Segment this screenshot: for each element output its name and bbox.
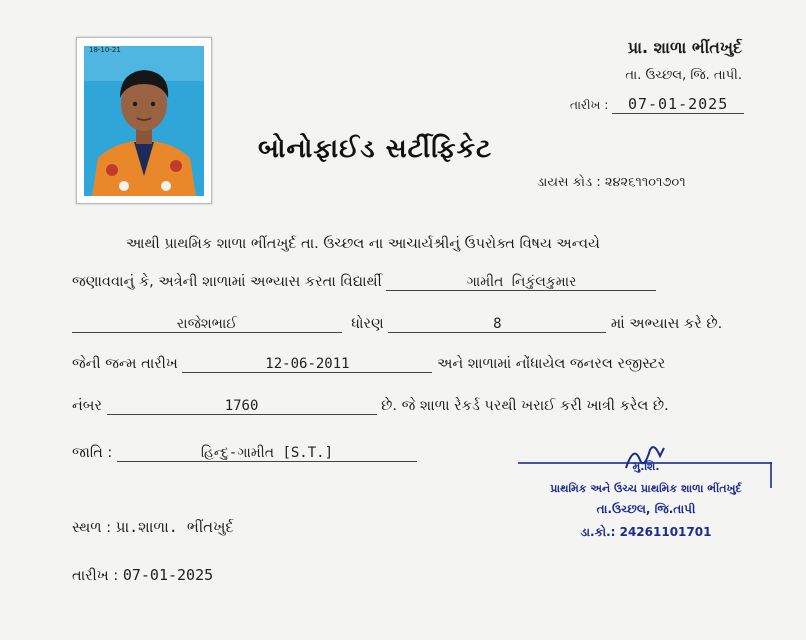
body-line-3 [72,316,722,333]
body-line-4 [72,356,665,373]
register-number: 1760 [107,398,377,415]
line2-prefix: જણાવવાનું કે, અત્રેની શાળામાં અભ્યાસ કરતા વિદ્યાર્થી [72,274,382,290]
place-label: સ્થળ : [72,520,112,536]
stamp-address: તા.ઉચ્છલ, જિ.તાપી [596,502,696,516]
caste-value: હિન્દુ-ગામીત [S.T.] [117,445,417,462]
stamp-school: પ્રાથમિક અને ઉચ્ચ પ્રાથમિક શાળા ભીંતખુર્દ [550,482,742,495]
photo-date-label: 18-10-21 [89,46,121,54]
header-date [570,95,744,114]
number-label: નંબર [72,398,102,414]
signature-mark [620,440,670,472]
header-date-value: 07-01-2025 [612,95,744,114]
place-row [72,518,234,536]
header-date-label: તારીખ : [570,98,609,112]
dob-prefix: જેની જન્મ તારીખ [72,356,178,372]
stamp-code: ડા.કો.: 24261101701 [580,525,712,539]
footer-date-row [72,566,213,584]
place-value: પ્રા.શાળા. ભીંતખુર્દ [115,518,234,536]
caste-label: જાતિ : [72,445,113,461]
standard-label: ધોરણ [351,316,384,332]
certificate-title: બોનોફાઈડ સર્ટીફિકેટ [258,134,493,164]
official-stamp [520,458,772,540]
study-suffix: માં અભ્યાસ કરે છે. [610,316,723,332]
body-line-1: આથી પ્રાથમિક શાળા ભીંતખુર્દ તા. ઉચ્છલ ના આચાર્યશ્રીનું ઉપરોક્ત વિષય અન્વયે [126,236,600,252]
register-text: અને શાળામાં નોંધાયેલ જનરલ રજીસ્ટર [437,356,666,372]
caste-row [72,445,417,462]
student-portrait-image [84,46,204,196]
body-line-2 [72,274,656,291]
school-name: પ્રા. શાળા ભીંતખુર્દ [627,38,742,57]
dise-code: ડાયસ કોડ : ૨૪૨૬૧૧૦૧૭૦૧ [537,175,686,190]
footer-date-label: તારીખ : [72,568,119,584]
footer-date-value: 07-01-2025 [122,566,214,584]
school-header [625,38,742,83]
dob-value: 12-06-2011 [182,356,432,373]
stamp-title: મુ.શિ. [632,460,660,473]
school-address: તા. ઉચ્છલ, જિ. તાપી. [625,68,742,83]
body-line-5 [72,398,669,415]
student-name-part2: રાજેશભાઈ [72,316,342,333]
student-photo [76,37,212,204]
student-name-part1: ગામીત નિકુંલકુમાર [386,274,656,291]
verify-text: છે. જે શાળા રેકર્ડ પરથી ખરાઈ કરી ખાત્રી કરેલ છે. [381,398,669,414]
standard-value: 8 [388,316,606,333]
